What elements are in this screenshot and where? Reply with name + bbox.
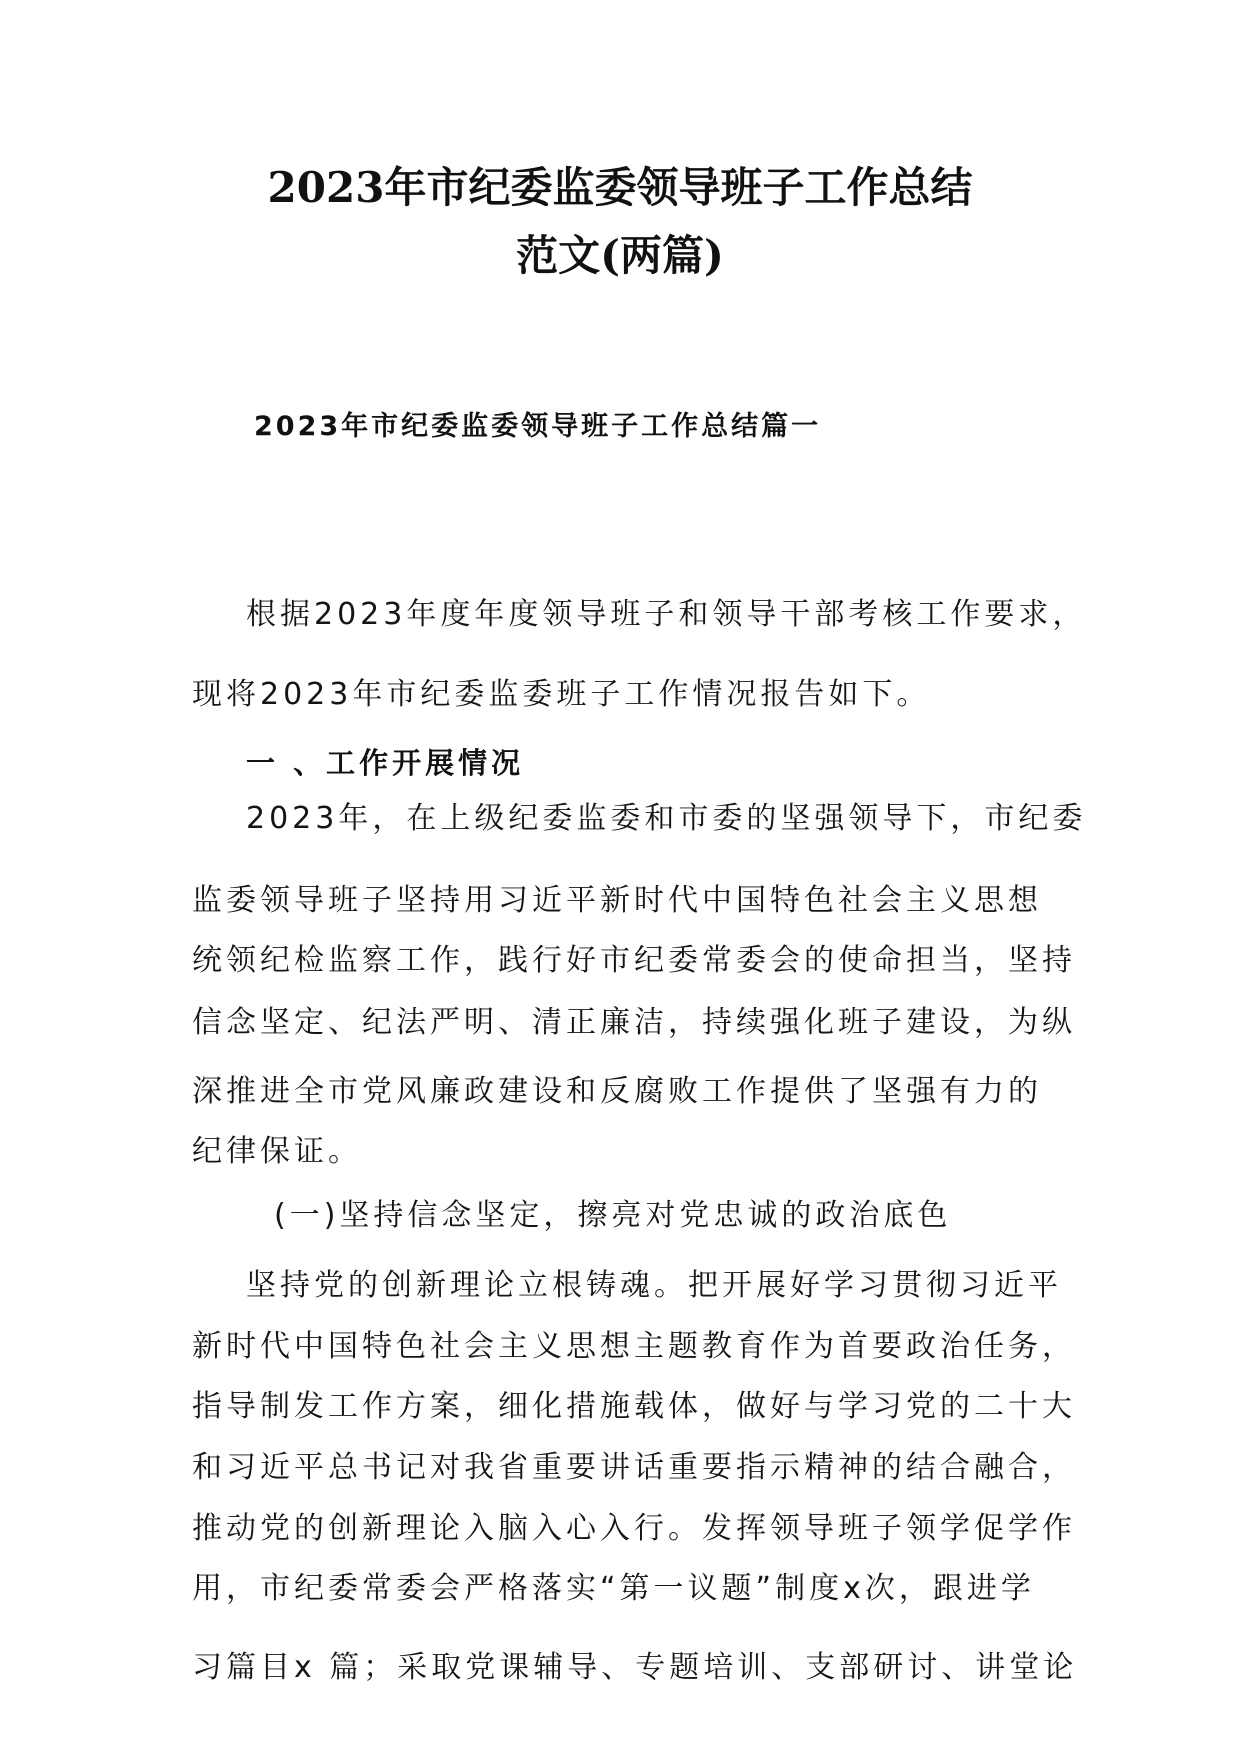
para2-line-5: 推动党的创新理论入脑入心入行。发挥领导班子领学促学作	[192, 1511, 1076, 1546]
subsection-heading-1: (一)坚持信念坚定，擦亮对党忠诚的政治底色	[274, 1198, 952, 1233]
intro-line-2: 现将2023年市纪委监委班子工作情况报告如下。	[192, 677, 931, 712]
section-heading-1: 一 、工作开展情况	[246, 746, 525, 780]
document-title-line-1: 2023年市纪委监委领导班子工作总结	[267, 163, 973, 212]
para1-line-1: 2023年，在上级纪委监委和市委的坚强领导下，市纪委	[246, 801, 1087, 836]
para2-line-6: 用，市纪委常委会严格落实“第一议题”制度x次，跟进学	[192, 1571, 1035, 1606]
intro-line-1: 根据2023年度年度领导班子和领导干部考核工作要求，	[246, 597, 1087, 632]
para1-line-5: 深推进全市党风廉政建设和反腐败工作提供了坚强有力的	[192, 1074, 1042, 1109]
article-subtitle: 2023年市纪委监委领导班子工作总结篇一	[254, 411, 822, 442]
para1-line-2: 监委领导班子坚持用习近平新时代中国特色社会主义思想	[192, 883, 1042, 918]
para1-line-4: 信念坚定、纪法严明、清正廉洁，持续强化班子建设，为纵	[192, 1005, 1076, 1040]
document-title-line-2: 范文(两篇)	[516, 231, 724, 280]
para2-line-1: 坚持党的创新理论立根铸魂。把开展好学习贯彻习近平	[246, 1268, 1062, 1303]
para2-line-3: 指导制发工作方案，细化措施载体，做好与学习党的二十大	[192, 1389, 1076, 1424]
para1-line-6: 纪律保证。	[192, 1134, 362, 1169]
para2-line-2: 新时代中国特色社会主义思想主题教育作为首要政治任务，	[192, 1329, 1076, 1364]
para2-line-7: 习篇目x 篇；采取党课辅导、专题培训、支部研讨、讲堂论	[192, 1650, 1078, 1685]
para1-line-3: 统领纪检监察工作，践行好市纪委常委会的使命担当，坚持	[192, 943, 1076, 978]
para2-line-4: 和习近平总书记对我省重要讲话重要指示精神的结合融合，	[192, 1450, 1076, 1485]
